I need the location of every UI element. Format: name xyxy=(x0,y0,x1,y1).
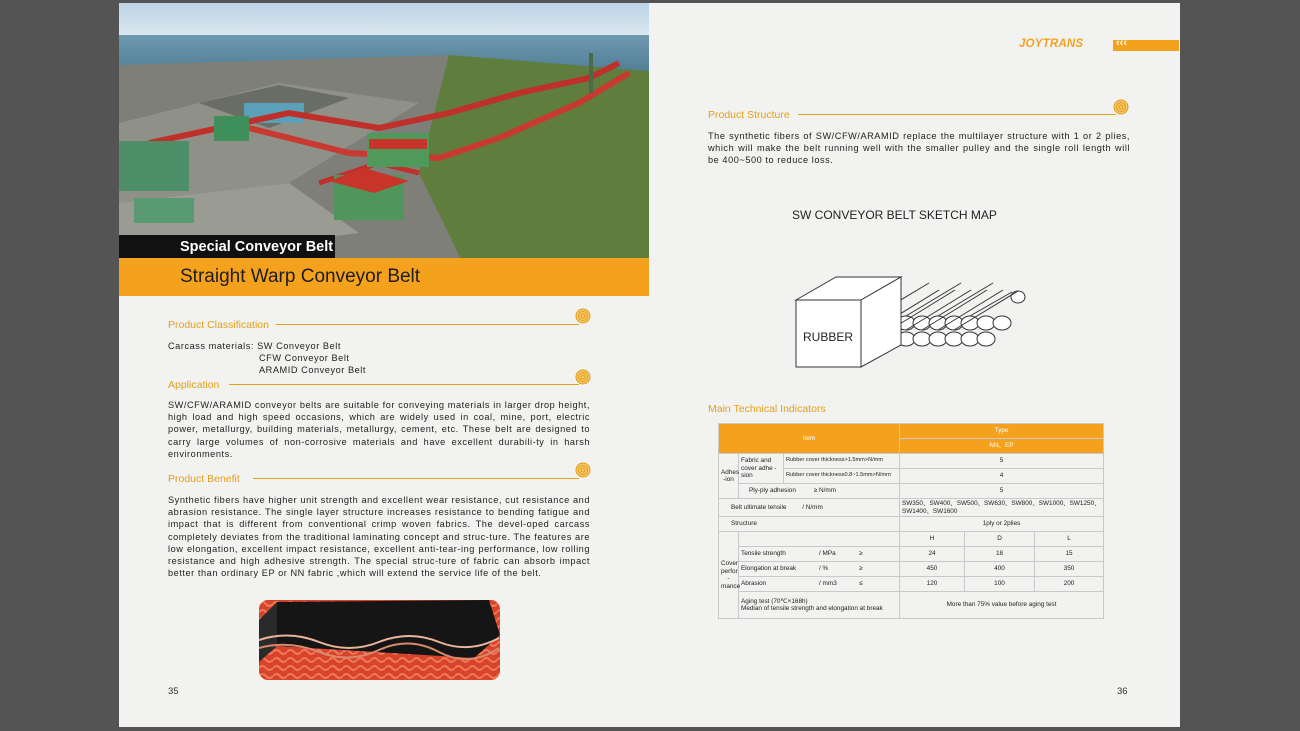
right-page xyxy=(649,3,1180,727)
aging-line-1: Aging test (70℃×168h) xyxy=(741,597,808,605)
belt-sketch-diagram xyxy=(794,275,1034,370)
row-op: ≤ xyxy=(859,580,863,588)
item-header: Item xyxy=(719,424,900,454)
table-cell: 15 xyxy=(1035,547,1104,562)
title-band xyxy=(119,258,649,296)
sketch-title: SW CONVEYOR BELT SKETCH MAP xyxy=(792,208,997,222)
ultimate-unit: / N/mm xyxy=(802,503,823,511)
table-cell: 200 xyxy=(1035,577,1104,592)
type-header: Type xyxy=(900,424,1104,439)
ply-adhesion-name: Ply-ply adhesion xyxy=(749,487,796,495)
spiral-icon xyxy=(575,369,591,385)
application-text: SW/CFW/ARAMID conveyor belts are suitable for conveying materials in larger drop height, high load and high speed occasions, which are widely used in coal, mine, port, electric power, metallurgy, building materials, metallurgy, cement, etc. These belt are designed to carry large volumes of non-corrosive materials and have excellent durabili-ty in harsh environments. xyxy=(168,400,590,459)
abrasion-label xyxy=(739,577,900,592)
heading-rule xyxy=(229,384,579,385)
structure-label: Structure xyxy=(719,517,900,532)
indicators-heading: Main Technical Indicators xyxy=(708,403,826,415)
cover-label: Cover perfor -mance xyxy=(719,532,739,619)
structure-text: The synthetic fibers of SW/CFW/ARAMID replace the multilayer structure with 1 or 2 plies, which will make the belt running well with the smaller pulley and the single roll length will be 400~500 to reduce loss. xyxy=(708,131,1130,166)
ply-adhesion-unit: ≥ N/mm xyxy=(813,487,837,495)
table-cell: 120 xyxy=(900,577,965,592)
badge-bar xyxy=(119,235,335,258)
ultimate-value: SW350、SW400、SW500、SW630、SW800、SW1000、SW1250、SW1400、SW1600 xyxy=(900,499,1104,517)
row-unit: / mm3 xyxy=(819,580,837,588)
thickness-a-value: 5 xyxy=(900,454,1104,469)
row-name: Elongation at break xyxy=(741,565,797,573)
table-cell: 400 xyxy=(965,562,1035,577)
row-name: Tensile strength xyxy=(741,550,786,558)
row-op: ≥ xyxy=(859,565,863,573)
heading-rule xyxy=(276,324,579,325)
ply-adhesion-value: 5 xyxy=(900,484,1104,499)
structure-heading: Product Structure xyxy=(708,109,790,121)
aging-value: More than 75% value before aging test xyxy=(900,592,1104,619)
badge-label: Special Conveyor Belt xyxy=(180,239,334,255)
fabric-cover-label: Fabric and cover adhe -sion xyxy=(739,454,784,484)
page-number: 36 xyxy=(1117,686,1128,697)
structure-value: 1ply or 2plies xyxy=(900,517,1104,532)
table-cell: 100 xyxy=(965,577,1035,592)
spec-table xyxy=(718,423,1104,619)
tensile-label xyxy=(739,547,900,562)
table-cell: 450 xyxy=(900,562,965,577)
heading-rule xyxy=(253,478,579,479)
spiral-icon xyxy=(575,462,591,478)
thickness-b-value: 4 xyxy=(900,469,1104,484)
heading-rule xyxy=(798,114,1116,115)
carcass-list xyxy=(168,340,366,377)
thickness-b-label: Rubber cover thickness0.8~1.5mm>N/mm xyxy=(784,469,900,484)
aging-label xyxy=(739,592,900,619)
row-op: ≥ xyxy=(859,550,863,558)
benefit-text: Synthetic fibers have higher unit strength and excellent wear resistance, cut resistance and abrasion resistance. The single layer structure increases resistance to bending fatigue and impact that is different from conventional crimp woven fabrics. The devel-oped carcass completely deviates from the traditional laminating concept and struc-ture. The features are low elongation, excellent impact resistance, excellent anti-tear-ing performance, low rolling resistance and high adhesive strength. The special struc-ture of fabric can absorb impact better than ordinary EP or NN fabric ,which will extend the service life of the belt. xyxy=(168,495,590,579)
carcass-prefix: Carcass materials: xyxy=(168,341,258,351)
classification-heading: Product Classification xyxy=(168,319,269,331)
col-l: L xyxy=(1035,532,1104,547)
ultimate-name: Belt ultimate tensile xyxy=(731,503,787,511)
chevrons-icon: ‹‹‹ xyxy=(1116,37,1127,49)
spiral-icon xyxy=(575,308,591,324)
carcass-item: CFW Conveyor Belt xyxy=(259,353,350,364)
benefit-heading: Product Benefit xyxy=(168,473,240,485)
ultimate-label xyxy=(719,499,900,517)
belt-sample-photo xyxy=(259,600,500,680)
application-heading: Application xyxy=(168,379,220,391)
left-page xyxy=(119,3,649,727)
elongation-label xyxy=(739,562,900,577)
col-d: D xyxy=(965,532,1035,547)
carcass-item: SW Conveyor Belt xyxy=(257,341,341,351)
brand-header xyxy=(1017,39,1181,51)
page-number: 35 xyxy=(168,686,179,697)
carcass-item: ARAMID Conveyor Belt xyxy=(259,365,366,376)
table-cell: 18 xyxy=(965,547,1035,562)
table-cell: 24 xyxy=(900,547,965,562)
aging-line-2: Median of tensile strength and elongation at break xyxy=(741,605,883,612)
adhesion-label: Adhes -ion xyxy=(719,454,739,499)
rubber-label: RUBBER xyxy=(803,330,854,344)
table-cell: 350 xyxy=(1035,562,1104,577)
col-h: H xyxy=(900,532,965,547)
spiral-icon xyxy=(1113,99,1129,115)
thickness-a-label: Rubber cover thickness>1.5mm>N/mm xyxy=(784,454,900,469)
spec-table-wrap xyxy=(718,423,1104,619)
row-name: Abrasion xyxy=(741,580,767,588)
page-title: Straight Warp Conveyor Belt xyxy=(180,266,421,287)
row-unit: / MPa xyxy=(819,550,836,558)
type-sub-header: NN、EP xyxy=(900,439,1104,454)
brand-logo: JOYTRANS xyxy=(1019,38,1084,50)
row-unit: / % xyxy=(819,565,829,573)
ply-adhesion-label xyxy=(739,484,900,499)
